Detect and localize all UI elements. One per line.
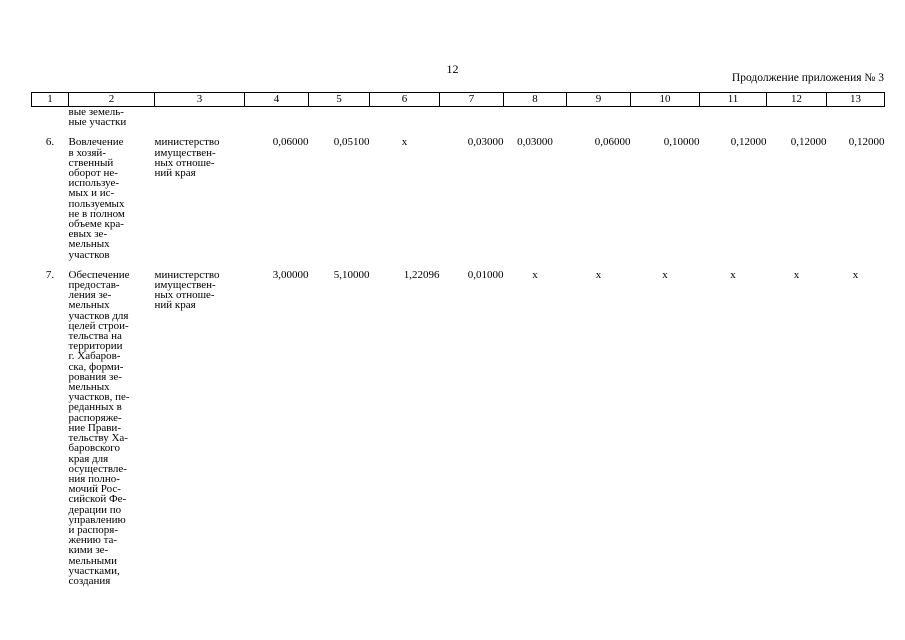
measure-name-line: участками, [68,564,120,577]
column-header: 5 [309,93,370,107]
row-number [32,107,69,128]
column-header: 4 [245,93,309,107]
value-cell: 0,03000 [517,136,553,149]
measure-name-line: оборот не- [68,167,118,180]
table-row [32,137,885,259]
value-cell: 0,06000 [594,136,631,149]
measure-name-line: ственный [68,156,114,169]
measure-name-line: кими зе- [68,544,109,557]
value-cell: 0,01000 [467,268,504,281]
responsible-line: ных отноше- [154,156,215,169]
measure-name-line: целей строи- [68,319,129,332]
responsible-executor [155,137,245,259]
value-cell: 0,12000 [730,136,767,149]
value-cell: 5,10000 [333,268,370,281]
measure-name-line: территории [68,340,123,353]
column-header: 1 [32,93,69,107]
value-cell: 0,06000 [272,136,309,149]
measure-name [69,137,155,259]
responsible-line: ных отноше- [154,289,215,302]
measure-name [69,107,155,128]
measure-name [69,270,155,586]
value-cell [767,107,827,128]
column-header: 7 [440,93,504,107]
measure-name-line: пользуемых [68,197,125,210]
measure-name-line: вые земель- [68,106,124,118]
data-table [31,92,885,586]
measure-name-line: тельству Ха- [68,432,128,445]
column-header: 8 [504,93,567,107]
measure-name-line: Обеспечение [68,268,130,281]
measure-name-line: тельства на [68,330,122,343]
measure-name-line: ные участки [68,116,127,129]
measure-name-line: рования зе- [68,370,122,383]
value-cell: x [793,268,800,281]
value-cell [567,107,631,128]
measure-name-line: управлению [68,513,126,526]
measure-name-line: распоряже- [68,411,122,424]
measure-name-line: ние Прави- [68,421,121,434]
column-header: 3 [155,93,245,107]
column-number-row [32,93,885,107]
value-cell: x [730,268,736,281]
responsible-line: министерство [154,268,220,281]
measure-name-line: ска, форми- [68,360,124,373]
value-cell: x [401,136,408,149]
table-row [32,107,885,128]
value-cell [504,107,567,128]
measure-name-line: в хозяй- [68,146,106,159]
measure-name-line: баровского [68,442,121,455]
responsible-line: имуществен- [154,146,216,159]
column-header: 9 [567,93,631,107]
table-row [32,270,885,586]
measure-name-line: сийской Фе- [68,493,127,506]
value-cell [309,107,370,128]
responsible-line: министерство [154,136,220,149]
measure-name-line: края для [68,452,109,465]
measure-name-line: объеме кра- [68,218,124,231]
value-cell [440,107,504,128]
measure-name-line: мых и ис- [68,187,115,200]
measure-name-line: предостав- [68,279,120,292]
value-cell: 0,03000 [467,136,504,149]
measure-name-line: создания [68,574,111,587]
measure-name-line: дерации по [68,503,122,516]
measure-name-line: ления зе- [68,289,112,302]
value-cell: 1,22096 [403,268,440,281]
measure-name-line: и распоря- [68,523,119,536]
measure-name-line: участков для [68,309,129,322]
page-number: 12 [446,62,459,76]
value-cell [631,107,700,128]
responsible-executor [155,107,245,128]
measure-name-line: мельных [68,299,110,312]
measure-name-line: ния полно- [68,472,120,485]
value-cell: 0,12000 [790,136,827,149]
responsible-line: имуществен- [154,279,216,292]
responsible-line: ний края [154,167,196,180]
measure-name-line: участков [68,248,110,261]
column-header: 11 [700,93,767,107]
measure-name-line: мельными [68,554,117,567]
table-body [32,107,885,587]
value-cell: x [662,268,668,281]
value-cell: 0,12000 [848,136,885,149]
measure-name-line: участков, пе- [68,391,130,404]
responsible-line: ний края [154,299,196,312]
measure-name-line: используе- [68,177,120,190]
column-header: 2 [69,93,155,107]
measure-name-line: мельных [68,238,110,251]
row-number: 7. [45,268,55,281]
measure-name-line: г. Хабаров- [68,350,121,363]
measure-name-line: мельных [68,381,110,394]
value-cell: x [852,268,859,281]
column-header: 10 [631,93,700,107]
column-header: 6 [370,93,440,107]
value-cell [700,107,767,128]
continuation-title: Продолжение приложения № 3 [731,72,884,84]
responsible-executor [155,270,245,586]
value-cell [370,107,440,128]
value-cell: x [595,268,602,281]
value-cell [245,107,309,128]
measure-name-line: мочий Рос- [68,483,121,496]
value-cell: 3,00000 [272,268,309,281]
measure-name-line: Вовлечение [68,136,124,149]
measure-name-line: реданных в [68,401,122,414]
value-cell: 0,10000 [663,136,700,149]
value-cell: x [532,268,538,281]
value-cell [827,107,885,128]
value-cell: 0,05100 [333,136,370,149]
column-header: 12 [767,93,827,107]
row-number: 6. [45,136,55,149]
measure-name-line: жению та- [68,534,118,547]
measure-name-line: осуществле- [68,462,127,475]
measure-name-line: евых зе- [68,228,108,241]
measure-name-line: не в полном [68,207,125,220]
column-header: 13 [827,93,885,107]
